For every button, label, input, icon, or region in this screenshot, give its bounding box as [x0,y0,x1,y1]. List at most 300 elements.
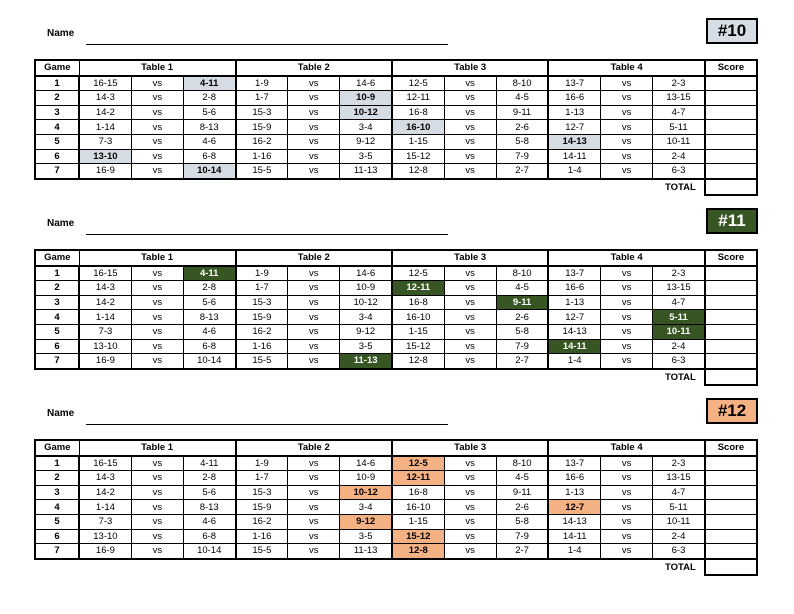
table-header-3: Table 3 [392,440,548,456]
team-pair: 3-4 [340,310,392,325]
name-label: Name [47,28,75,39]
team-pair: 13-10 [79,529,131,544]
team-pair: 12-7 [548,500,600,515]
vs-label: vs [288,544,340,559]
vs-label: vs [444,310,496,325]
game-number: 3 [35,485,79,500]
team-pair: 16-6 [548,281,600,296]
team-pair: 16-9 [79,544,131,559]
score-cell[interactable] [705,500,757,515]
vs-label: vs [601,310,653,325]
team-pair: 2-4 [653,529,705,544]
table-header-3: Table 3 [392,60,548,76]
team-pair: 12-8 [392,354,444,369]
vs-label: vs [131,354,183,369]
vs-label: vs [601,295,653,310]
team-pair: 9-11 [496,295,548,310]
vs-label: vs [288,164,340,179]
vs-label: vs [444,134,496,149]
vs-label: vs [444,76,496,91]
team-pair: 15-9 [236,500,288,515]
team-pair: 1-9 [236,76,288,91]
team-pair: 10-14 [183,544,235,559]
vs-label: vs [444,295,496,310]
total-score-cell[interactable] [705,369,757,385]
game-row [35,164,757,179]
team-pair: 9-12 [340,324,392,339]
vs-label: vs [288,324,340,339]
vs-label: vs [601,354,653,369]
team-pair: 1-16 [236,149,288,164]
team-pair: 10-12 [340,295,392,310]
score-cell[interactable] [705,514,757,529]
vs-label: vs [601,120,653,135]
team-pair: 12-11 [392,91,444,106]
team-pair: 4-6 [183,134,235,149]
team-pair: 10-9 [340,471,392,486]
vs-label: vs [288,281,340,296]
total-score-cell[interactable] [705,559,757,575]
vs-label: vs [444,164,496,179]
team-pair: 12-7 [548,310,600,325]
vs-label: vs [444,354,496,369]
team-pair: 1-14 [79,120,131,135]
team-pair: 12-11 [392,471,444,486]
schedule-table [34,249,758,386]
team-pair: 14-11 [548,149,600,164]
vs-label: vs [444,120,496,135]
vs-label: vs [601,485,653,500]
team-pair: 10-14 [183,164,235,179]
table-header-3: Table 3 [392,250,548,266]
team-pair: 5-8 [496,324,548,339]
team-pair: 1-13 [548,485,600,500]
team-pair: 16-2 [236,134,288,149]
vs-label: vs [288,295,340,310]
total-score-cell[interactable] [705,179,757,195]
table-header-2: Table 2 [236,60,392,76]
team-pair: 8-13 [183,500,235,515]
vs-label: vs [131,76,183,91]
game-header: Game [35,60,79,76]
team-pair: 15-5 [236,164,288,179]
table-header-4: Table 4 [548,440,704,456]
team-pair: 16-8 [392,295,444,310]
score-cell[interactable] [705,485,757,500]
vs-label: vs [131,544,183,559]
vs-label: vs [444,266,496,281]
game-row [35,105,757,120]
score-cell[interactable] [705,324,757,339]
vs-label: vs [601,164,653,179]
name-field[interactable] [86,424,448,425]
team-pair: 8-13 [183,120,235,135]
game-number: 3 [35,295,79,310]
score-cell[interactable] [705,456,757,471]
team-pair: 1-15 [392,514,444,529]
team-pair: 10-12 [340,485,392,500]
team-pair: 4-6 [183,324,235,339]
team-pair: 13-7 [548,456,600,471]
vs-label: vs [288,310,340,325]
team-pair: 3-5 [340,149,392,164]
game-row [35,149,757,164]
game-number: 5 [35,514,79,529]
team-pair: 1-16 [236,529,288,544]
vs-label: vs [601,134,653,149]
vs-label: vs [288,76,340,91]
team-pair: 7-9 [496,529,548,544]
score-cell[interactable] [705,471,757,486]
score-cell[interactable] [705,339,757,354]
team-pair: 2-6 [496,310,548,325]
team-pair: 4-7 [653,105,705,120]
team-pair: 14-2 [79,105,131,120]
game-row [35,514,757,529]
score-cell[interactable] [705,544,757,559]
team-pair: 2-6 [496,120,548,135]
team-pair: 5-6 [183,105,235,120]
score-cell[interactable] [705,120,757,135]
team-pair: 12-5 [392,76,444,91]
game-number: 4 [35,500,79,515]
team-pair: 15-3 [236,295,288,310]
name-field[interactable] [86,44,448,45]
team-pair: 2-4 [653,339,705,354]
team-pair: 16-2 [236,514,288,529]
game-number: 3 [35,105,79,120]
team-pair: 5-6 [183,485,235,500]
score-cell[interactable] [705,76,757,91]
vs-label: vs [444,485,496,500]
team-pair: 2-7 [496,354,548,369]
game-row [35,500,757,515]
vs-label: vs [288,485,340,500]
team-pair: 15-12 [392,529,444,544]
game-row [35,456,757,471]
vs-label: vs [601,456,653,471]
team-pair: 15-5 [236,354,288,369]
name-field[interactable] [86,234,448,235]
team-pair: 1-15 [392,324,444,339]
team-pair: 14-3 [79,281,131,296]
table-header-1: Table 1 [79,250,235,266]
team-pair: 2-8 [183,471,235,486]
team-pair: 2-6 [496,500,548,515]
team-pair: 1-7 [236,281,288,296]
team-pair: 14-11 [548,529,600,544]
team-pair: 15-9 [236,310,288,325]
score-cell[interactable] [705,149,757,164]
team-pair: 7-9 [496,339,548,354]
table-header-4: Table 4 [548,60,704,76]
game-number: 2 [35,281,79,296]
vs-label: vs [288,514,340,529]
vs-label: vs [131,456,183,471]
team-pair: 1-13 [548,105,600,120]
table-header-4: Table 4 [548,250,704,266]
vs-label: vs [288,339,340,354]
vs-label: vs [288,471,340,486]
team-pair: 16-8 [392,485,444,500]
vs-label: vs [444,514,496,529]
team-pair: 1-4 [548,544,600,559]
team-pair: 12-7 [548,120,600,135]
game-number: 5 [35,134,79,149]
vs-label: vs [131,266,183,281]
team-pair: 14-2 [79,295,131,310]
team-pair: 4-11 [183,456,235,471]
vs-label: vs [444,456,496,471]
team-pair: 6-3 [653,544,705,559]
vs-label: vs [288,529,340,544]
game-number: 2 [35,91,79,106]
team-pair: 16-15 [79,456,131,471]
team-pair: 4-11 [183,266,235,281]
score-header: Score [705,250,757,266]
vs-label: vs [131,91,183,106]
team-pair: 16-8 [392,105,444,120]
team-pair: 16-10 [392,500,444,515]
vs-label: vs [444,339,496,354]
game-number: 6 [35,529,79,544]
vs-label: vs [601,529,653,544]
score-cell[interactable] [705,281,757,296]
team-pair: 8-10 [496,456,548,471]
sheet-number-badge: #10 [706,18,758,44]
team-pair: 14-6 [340,456,392,471]
team-pair: 2-7 [496,164,548,179]
team-pair: 3-4 [340,120,392,135]
vs-label: vs [131,164,183,179]
team-pair: 3-5 [340,529,392,544]
team-pair: 1-4 [548,354,600,369]
team-pair: 5-8 [496,514,548,529]
game-number: 6 [35,149,79,164]
team-pair: 5-11 [653,310,705,325]
team-pair: 6-8 [183,149,235,164]
team-pair: 4-7 [653,295,705,310]
vs-label: vs [444,281,496,296]
game-row [35,76,757,91]
vs-label: vs [601,339,653,354]
vs-label: vs [288,134,340,149]
team-pair: 13-15 [653,471,705,486]
team-pair: 14-2 [79,485,131,500]
team-pair: 7-3 [79,324,131,339]
score-header: Score [705,60,757,76]
vs-label: vs [131,295,183,310]
team-pair: 14-3 [79,471,131,486]
game-header: Game [35,250,79,266]
team-pair: 13-7 [548,76,600,91]
game-number: 2 [35,471,79,486]
vs-label: vs [444,471,496,486]
vs-label: vs [288,105,340,120]
vs-label: vs [131,514,183,529]
team-pair: 16-10 [392,310,444,325]
team-pair: 11-13 [340,354,392,369]
total-label: TOTAL [665,371,696,383]
team-pair: 13-10 [79,149,131,164]
vs-label: vs [444,91,496,106]
team-pair: 13-7 [548,266,600,281]
team-pair: 16-2 [236,324,288,339]
team-pair: 14-13 [548,514,600,529]
vs-label: vs [288,500,340,515]
score-cell[interactable] [705,310,757,325]
team-pair: 7-9 [496,149,548,164]
game-number: 1 [35,76,79,91]
team-pair: 8-10 [496,76,548,91]
vs-label: vs [288,149,340,164]
team-pair: 14-6 [340,266,392,281]
team-pair: 15-5 [236,544,288,559]
team-pair: 14-13 [548,134,600,149]
team-pair: 9-12 [340,514,392,529]
team-pair: 2-7 [496,544,548,559]
team-pair: 9-12 [340,134,392,149]
team-pair: 2-3 [653,456,705,471]
team-pair: 10-12 [340,105,392,120]
game-row [35,354,757,369]
vs-label: vs [601,500,653,515]
team-pair: 5-11 [653,500,705,515]
team-pair: 12-8 [392,164,444,179]
vs-label: vs [131,149,183,164]
vs-label: vs [131,339,183,354]
vs-label: vs [131,529,183,544]
score-cell[interactable] [705,529,757,544]
game-row [35,91,757,106]
team-pair: 10-14 [183,354,235,369]
game-row [35,266,757,281]
team-pair: 5-11 [653,120,705,135]
team-pair: 16-15 [79,76,131,91]
score-cell[interactable] [705,134,757,149]
team-pair: 1-9 [236,456,288,471]
team-pair: 13-15 [653,91,705,106]
team-pair: 4-5 [496,471,548,486]
team-pair: 6-3 [653,164,705,179]
team-pair: 1-14 [79,500,131,515]
team-pair: 10-11 [653,324,705,339]
score-cell[interactable] [705,354,757,369]
vs-label: vs [131,485,183,500]
vs-label: vs [131,471,183,486]
vs-label: vs [601,471,653,486]
team-pair: 14-13 [548,324,600,339]
vs-label: vs [444,149,496,164]
team-pair: 9-11 [496,485,548,500]
score-cell[interactable] [705,164,757,179]
game-row [35,339,757,354]
team-pair: 7-3 [79,134,131,149]
schedule-table [34,59,758,196]
team-pair: 1-14 [79,310,131,325]
total-label: TOTAL [665,181,696,193]
vs-label: vs [288,91,340,106]
vs-label: vs [444,544,496,559]
vs-label: vs [288,266,340,281]
total-label: TOTAL [665,561,696,573]
team-pair: 15-12 [392,339,444,354]
team-pair: 15-9 [236,120,288,135]
team-pair: 16-9 [79,164,131,179]
team-pair: 2-4 [653,149,705,164]
team-pair: 11-13 [340,164,392,179]
vs-label: vs [131,281,183,296]
game-number: 7 [35,164,79,179]
team-pair: 1-7 [236,91,288,106]
vs-label: vs [131,324,183,339]
team-pair: 4-11 [183,76,235,91]
table-header-2: Table 2 [236,440,392,456]
vs-label: vs [444,105,496,120]
sheet-number-badge: #12 [706,398,758,424]
team-pair: 4-7 [653,485,705,500]
vs-label: vs [131,105,183,120]
team-pair: 10-9 [340,281,392,296]
game-row [35,485,757,500]
team-pair: 1-9 [236,266,288,281]
team-pair: 11-13 [340,544,392,559]
vs-label: vs [601,149,653,164]
team-pair: 1-4 [548,164,600,179]
score-cell[interactable] [705,266,757,281]
vs-label: vs [601,266,653,281]
score-cell[interactable] [705,105,757,120]
table-header-1: Table 1 [79,440,235,456]
team-pair: 3-5 [340,339,392,354]
team-pair: 7-3 [79,514,131,529]
vs-label: vs [601,281,653,296]
game-row [35,471,757,486]
vs-label: vs [131,500,183,515]
table-header-1: Table 1 [79,60,235,76]
team-pair: 1-7 [236,471,288,486]
team-pair: 2-3 [653,266,705,281]
vs-label: vs [601,544,653,559]
team-pair: 13-10 [79,339,131,354]
team-pair: 4-5 [496,91,548,106]
vs-label: vs [288,120,340,135]
game-number: 1 [35,266,79,281]
team-pair: 12-5 [392,266,444,281]
game-row [35,310,757,325]
score-cell[interactable] [705,91,757,106]
game-header: Game [35,440,79,456]
team-pair: 16-9 [79,354,131,369]
game-row [35,544,757,559]
team-pair: 5-8 [496,134,548,149]
score-cell[interactable] [705,295,757,310]
team-pair: 15-3 [236,485,288,500]
vs-label: vs [131,310,183,325]
game-row [35,324,757,339]
team-pair: 1-13 [548,295,600,310]
team-pair: 2-3 [653,76,705,91]
game-row [35,120,757,135]
team-pair: 16-6 [548,471,600,486]
game-number: 6 [35,339,79,354]
vs-label: vs [288,354,340,369]
team-pair: 15-12 [392,149,444,164]
team-pair: 10-9 [340,91,392,106]
team-pair: 9-11 [496,105,548,120]
team-pair: 12-5 [392,456,444,471]
game-row [35,529,757,544]
